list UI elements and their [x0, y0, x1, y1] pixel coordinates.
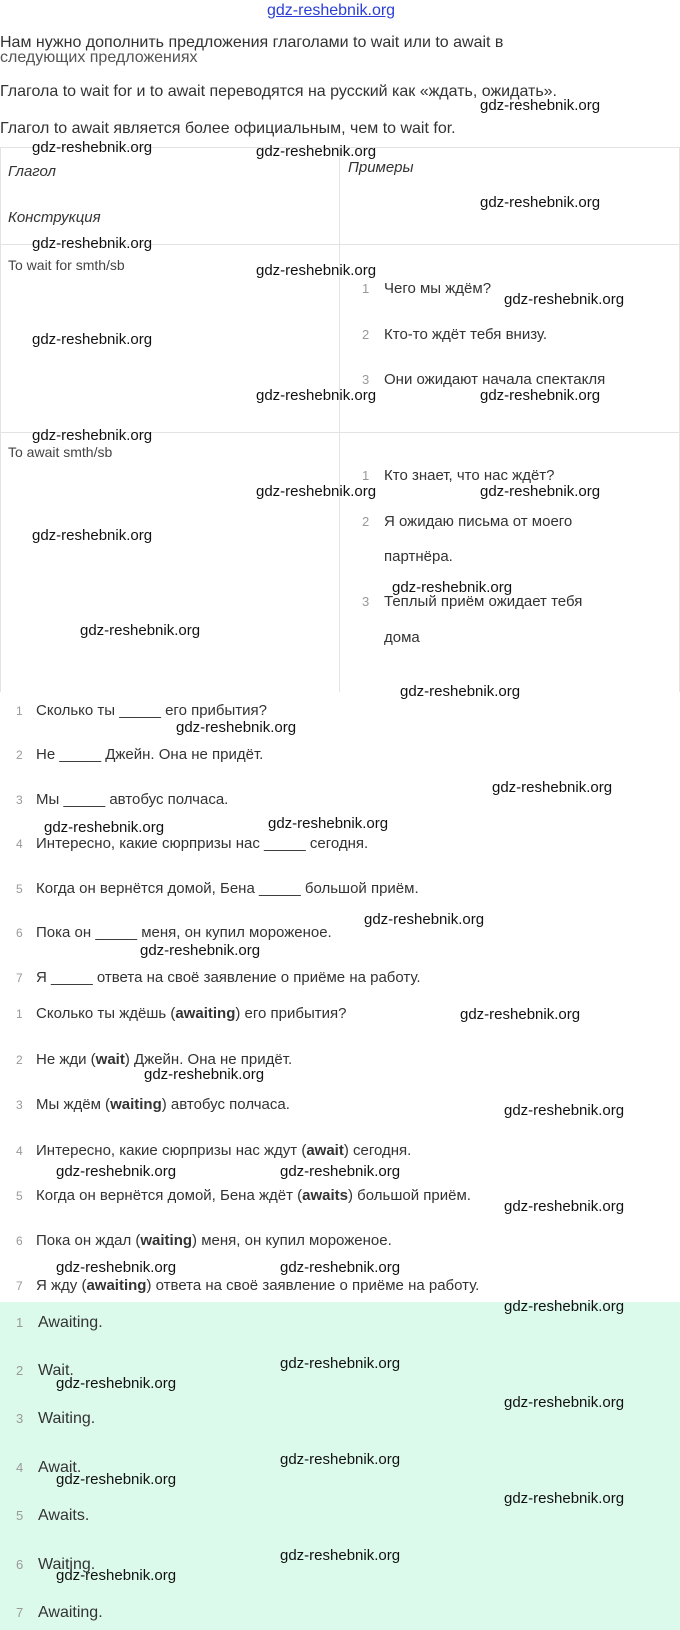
intro-line-1: Нам нужно дополнить предложения глаголами to wait или to await в — [0, 34, 504, 51]
watermark: gdz-reshebnik.org — [56, 1259, 177, 1276]
watermark: gdz-reshebnik.org — [280, 1355, 401, 1372]
watermark: gdz-reshebnik.org — [504, 1102, 625, 1119]
watermark: gdz-reshebnik.org — [44, 819, 165, 836]
watermark: gdz-reshebnik.org — [268, 815, 389, 832]
watermark: gdz-reshebnik.org — [32, 527, 153, 544]
solved-item: 4 Интересно, какие сюрпризы нас ждут (await) сегодня. — [16, 1142, 412, 1159]
example-item: 2 Я ожидаю письма от моего — [362, 513, 573, 530]
example-item: 3 Они ожидают начала спектакля — [362, 371, 606, 388]
watermark: gdz-reshebnik.org — [460, 1006, 581, 1023]
watermark: gdz-reshebnik.org — [504, 1394, 625, 1411]
exercise-item: 5 Когда он вернётся домой, Бена _____ большой приём. — [16, 880, 419, 897]
watermark: gdz-reshebnik.org — [256, 387, 377, 404]
watermark: gdz-reshebnik.org — [280, 1163, 401, 1180]
exercise-item: 1 Сколько ты _____ его прибытия? — [16, 702, 268, 719]
watermark: gdz-reshebnik.org — [480, 387, 601, 404]
watermark: gdz-reshebnik.org — [480, 194, 601, 211]
watermark: gdz-reshebnik.org — [144, 1066, 265, 1083]
watermark: gdz-reshebnik.org — [280, 1547, 401, 1564]
watermark: gdz-reshebnik.org — [256, 483, 377, 500]
construction-wait-for: To wait for smth/sb — [8, 257, 125, 273]
table-header-examples: Примеры — [348, 159, 414, 176]
watermark: gdz-reshebnik.org — [256, 143, 377, 160]
answer-item: 3 Waiting. — [16, 1410, 96, 1427]
watermark: gdz-reshebnik.org — [56, 1163, 177, 1180]
answer-item: 4 Await. — [16, 1459, 82, 1476]
answer-item: 2 Wait. — [16, 1362, 74, 1379]
watermark: gdz-reshebnik.org — [504, 291, 625, 308]
watermark: gdz-reshebnik.org — [400, 683, 521, 700]
watermark: gdz-reshebnik.org — [280, 1451, 401, 1468]
table-header-verb: Глагол — [8, 163, 57, 180]
watermark: gdz-reshebnik.org — [280, 1259, 401, 1276]
exercise-item: 2 Не _____ Джейн. Она не придёт. — [16, 746, 264, 763]
watermark: gdz-reshebnik.org — [56, 1471, 177, 1488]
solved-item: 5 Когда он вернётся домой, Бена ждёт (awaits) большой приём. — [16, 1187, 471, 1204]
watermark: gdz-reshebnik.org — [364, 911, 485, 928]
watermark: gdz-reshebnik.org — [176, 719, 297, 736]
watermark: gdz-reshebnik.org — [480, 483, 601, 500]
exercise-item: 3 Мы _____ автобус полчаса. — [16, 791, 229, 808]
construction-await: To await smth/sb — [8, 444, 113, 460]
exercise-item: 4 Интересно, какие сюрпризы нас _____ сегодня. — [16, 835, 369, 852]
example-item: 3 Теплый приём ожидает тебя — [362, 593, 583, 610]
answer-item: 7 Awaiting. — [16, 1604, 103, 1621]
watermark: gdz-reshebnik.org — [256, 262, 377, 279]
watermark: gdz-reshebnik.org — [32, 331, 153, 348]
watermark: gdz-reshebnik.org — [32, 235, 153, 252]
exercise-item: 6 Пока он _____ меня, он купил мороженое. — [16, 924, 332, 941]
exercise-item: 7 Я _____ ответа на своё заявление о приёме на работу. — [16, 969, 421, 986]
watermark-top[interactable]: gdz-reshebnik.org — [267, 2, 396, 19]
solved-item: 7 Я жду (awaiting) ответа на своё заявление о приёме на работу. — [16, 1277, 480, 1294]
watermark: gdz-reshebnik.org — [140, 942, 261, 959]
example-item: 2 Кто-то ждёт тебя внизу. — [362, 326, 548, 343]
solved-item: 1 Сколько ты ждёшь (awaiting) его прибытия? — [16, 1005, 347, 1022]
watermark: gdz-reshebnik.org — [504, 1298, 625, 1315]
answer-item: 5 Awaits. — [16, 1507, 90, 1524]
example-item-continuation: дома — [384, 629, 420, 646]
watermark: gdz-reshebnik.org — [80, 622, 201, 639]
watermark: gdz-reshebnik.org — [504, 1490, 625, 1507]
watermark: gdz-reshebnik.org — [32, 427, 153, 444]
watermark: gdz-reshebnik.org — [504, 1198, 625, 1215]
intro-line-3: Глагол to await является более официальным, чем to wait for. — [0, 120, 456, 137]
intro-line-2: Глагола to wait for и to await переводятся на русский как «ждать, ожидать». — [0, 83, 557, 100]
intro-line-1-cut: следующих предложениях — [0, 49, 198, 66]
example-item: 1 Чего мы ждём? — [362, 280, 492, 297]
answer-item: 1 Awaiting. — [16, 1314, 103, 1331]
watermark: gdz-reshebnik.org — [56, 1567, 177, 1584]
solved-item: 2 Не жди (wait) Джейн. Она не придёт. — [16, 1051, 293, 1068]
table-header-construction: Конструкция — [8, 209, 101, 226]
watermark: gdz-reshebnik.org — [492, 779, 613, 796]
solved-item: 3 Мы ждём (waiting) автобус полчаса. — [16, 1096, 290, 1113]
solved-item: 6 Пока он ждал (waiting) меня, он купил мороженое. — [16, 1232, 392, 1249]
example-item: 1 Кто знает, что нас ждёт? — [362, 467, 555, 484]
watermark: gdz-reshebnik.org — [392, 579, 513, 596]
example-item-continuation: партнёра. — [384, 548, 453, 565]
verb-table — [0, 147, 680, 692]
watermark: gdz-reshebnik.org — [480, 97, 601, 114]
watermark: gdz-reshebnik.org — [56, 1375, 177, 1392]
answer-item: 6 Waiting. — [16, 1556, 96, 1573]
watermark: gdz-reshebnik.org — [32, 139, 153, 156]
